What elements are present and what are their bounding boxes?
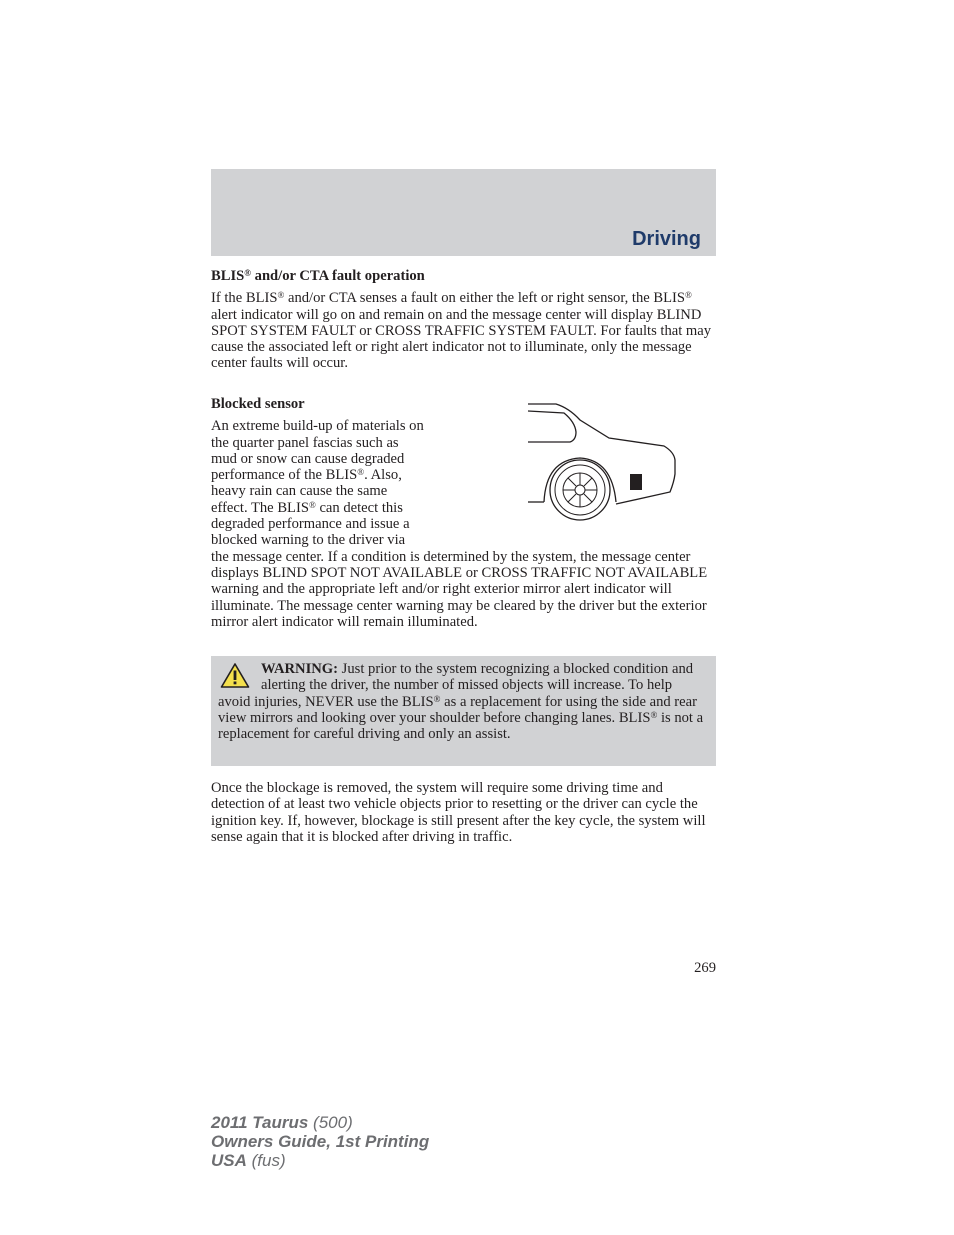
fault-heading: BLIS® and/or CTA fault operation	[211, 268, 425, 284]
wheel-icon	[550, 460, 610, 520]
footer-region-line: USA (fus)	[211, 1151, 286, 1170]
closing-section	[211, 780, 716, 845]
car-window-outline	[528, 411, 576, 442]
footer	[211, 1113, 429, 1170]
footer-model-line: 2011 Taurus (500)	[211, 1113, 353, 1132]
warning-box	[211, 656, 716, 766]
warning-text: WARNING: Just prior to the system recognizing a blocked condition and alerting the driver, the number of missed objects will increase. To help avoid injuries, NEVER use the BLIS® as a replacement for using the side and rear view mirrors and looking over your shoulder before changing lanes. BLIS® is not a replacement for careful driving and only an assist.	[218, 661, 704, 743]
fault-section	[211, 268, 716, 372]
section-header-band	[211, 169, 716, 256]
blis-sensor-marker	[630, 474, 642, 490]
closing-body: Once the blockage is removed, the system will require some driving time and detection of at least two vehicle objects prior to resetting or the driver can cycle the ignition key. If, however, blockage is still present after the key cycle, the system will sense again that it is blocked after driving in traffic.	[211, 780, 706, 845]
blocked-body-wrapped: An extreme build-up of materials on the quarter panel fascias such as mud or snow can cause degraded performance of the BLIS®. Also, heavy rain can cause the same effect. The BLIS® can detect this degraded performance and issue a blocked warning to the driver via	[211, 418, 424, 549]
car-rear-quarter-illustration	[524, 402, 684, 524]
page-number: 269	[694, 960, 716, 976]
fault-body: If the BLIS® and/or CTA senses a fault on either the left or right sensor, the BLIS® alert indicator will go on and remain on and the message center will display BLIND SPOT SYSTEM FAULT or CROSS TRAFFIC SYSTEM FAULT. For faults that may cause the associated left or right alert indicator not to illuminate, only the message center faults will occur.	[211, 290, 712, 372]
blocked-heading: Blocked sensor	[211, 396, 305, 412]
footer-guide-line: Owners Guide, 1st Printing	[211, 1132, 430, 1151]
section-title: Driving	[632, 228, 701, 250]
blocked-body-rest: the message center. If a condition is determined by the system, the message center displays BLIND SPOT NOT AVAILABLE or CROSS TRAFFIC NOT AVAILABLE warning and the appropriate left and/or right exterior mirror alert indicator will illuminate. The message center warning may be cleared by the driver but the exterior mirror alert indicator will remain illuminated.	[211, 548, 708, 630]
